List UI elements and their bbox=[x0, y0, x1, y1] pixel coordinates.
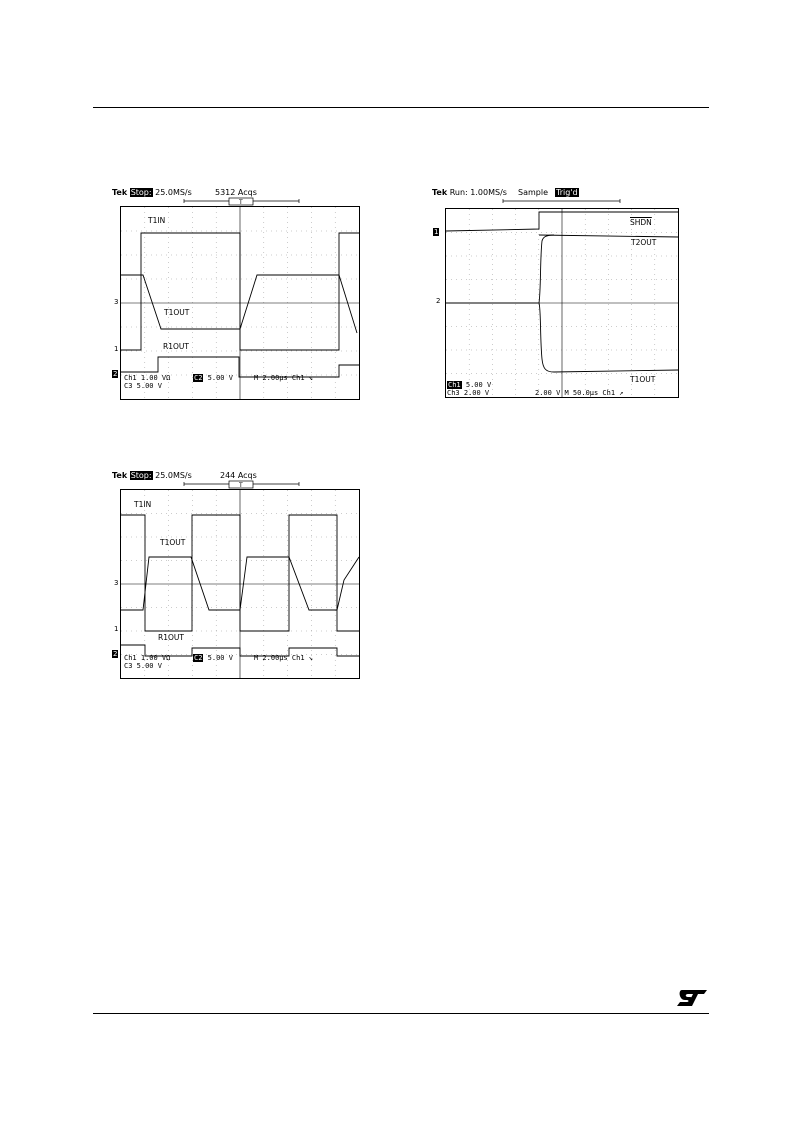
scope1-marker-3: 3 bbox=[114, 298, 119, 306]
svg-text:T: T bbox=[239, 482, 243, 489]
scope3-footer-line1 bbox=[124, 654, 170, 662]
scope1-footer-ch1: Ch1 1.00 VΩ bbox=[124, 374, 171, 382]
scope3-state: Stop: bbox=[130, 471, 152, 480]
scope3-rate: 25.0MS/s bbox=[155, 471, 192, 480]
scope3-marker-1: 1 bbox=[114, 625, 119, 633]
scope3-footer-ch1: Ch1 1.00 VΩ bbox=[124, 654, 171, 662]
scope2-footer-line1 bbox=[447, 381, 491, 389]
scope2-label-t1out: T1OUT bbox=[630, 375, 656, 384]
scope1-label-t1out: T1OUT bbox=[164, 308, 190, 317]
scope2-footer-right: 2.00 V M 50.0μs Ch1 ↗ bbox=[535, 389, 624, 397]
scope2-footer-ch1-value: 5.00 V bbox=[461, 381, 492, 389]
scope3-trigger-bracket bbox=[112, 469, 362, 489]
scope2-footer-line2: Ch3 2.00 V bbox=[447, 389, 490, 397]
scope2-label-t2out: T2OUT bbox=[631, 238, 657, 247]
scope2-label-shdn bbox=[630, 218, 652, 227]
scope3-footer-c2-tag: C2 bbox=[194, 654, 203, 662]
scope2-footer-ch1: Ch1 bbox=[448, 381, 461, 389]
scope1-state: Stop: bbox=[130, 188, 152, 197]
scope1-acqs: 5312 Acqs bbox=[215, 188, 257, 197]
scope3-acqs: 244 Acqs bbox=[220, 471, 257, 480]
scope-capture-3 bbox=[112, 469, 362, 684]
scope1-footer-line1 bbox=[124, 374, 170, 382]
scope2-marker-2: 2 bbox=[436, 297, 441, 305]
scope1-rate: 25.0MS/s bbox=[155, 188, 192, 197]
scope3-footer-timebase: M 2.00μs Ch1 ↘ bbox=[254, 654, 314, 662]
scope1-footer-c2-value: 5.00 V bbox=[203, 374, 233, 382]
scope1-footer-line2: C3 5.00 V bbox=[124, 382, 162, 390]
scope-capture-1 bbox=[112, 186, 362, 406]
scope-capture-2 bbox=[430, 186, 690, 406]
scope3-waveforms bbox=[121, 490, 359, 678]
scope3-footer-c2-value: 5.00 V bbox=[203, 654, 233, 662]
scope2-mode: Sample bbox=[518, 188, 548, 197]
scope2-state: Run: bbox=[449, 188, 468, 197]
scope3-brand: Tek bbox=[112, 471, 128, 480]
scope2-marker-1: 1 bbox=[434, 228, 439, 236]
scope2-rate: 1.00MS/s bbox=[470, 188, 507, 197]
scope1-footer-c2 bbox=[193, 374, 233, 382]
scope3-footer-line2: C3 5.00 V bbox=[124, 662, 162, 670]
scope1-waveforms bbox=[121, 207, 359, 399]
scope1-footer-timebase: M 2.00μs Ch1 ↘ bbox=[254, 374, 314, 382]
st-logo-icon bbox=[676, 989, 708, 1007]
scope3-footer-c2 bbox=[193, 654, 233, 662]
svg-text:T: T bbox=[239, 199, 243, 206]
scope2-graticule bbox=[445, 208, 679, 398]
scope2-brand: Tek bbox=[432, 188, 448, 197]
footer-rule bbox=[93, 1013, 709, 1014]
scope1-label-t1in: T1IN bbox=[148, 216, 166, 225]
scope1-trigger-bracket bbox=[112, 186, 362, 206]
scope1-marker-1: 1 bbox=[114, 345, 119, 353]
scope3-graticule bbox=[120, 489, 360, 679]
scope1-label-r1out: R1OUT bbox=[163, 342, 189, 351]
scope2-label-shdn-text: SHDN bbox=[630, 218, 652, 227]
scope3-label-t1in: T1IN bbox=[134, 500, 152, 509]
scope2-trigger-bracket bbox=[430, 186, 690, 206]
scope1-footer-c2-tag: C2 bbox=[194, 374, 203, 382]
scope1-graticule bbox=[120, 206, 360, 400]
scope3-marker-3: 3 bbox=[114, 579, 119, 587]
scope1-brand: Tek bbox=[112, 188, 128, 197]
header-rule bbox=[93, 107, 709, 108]
scope1-marker-2: 2 bbox=[113, 370, 118, 378]
scope3-label-t1out: T1OUT bbox=[160, 538, 186, 547]
scope2-trig-badge: Trig'd bbox=[556, 188, 578, 197]
scope3-label-r1out: R1OUT bbox=[158, 633, 184, 642]
scope3-marker-2: 2 bbox=[113, 650, 118, 658]
